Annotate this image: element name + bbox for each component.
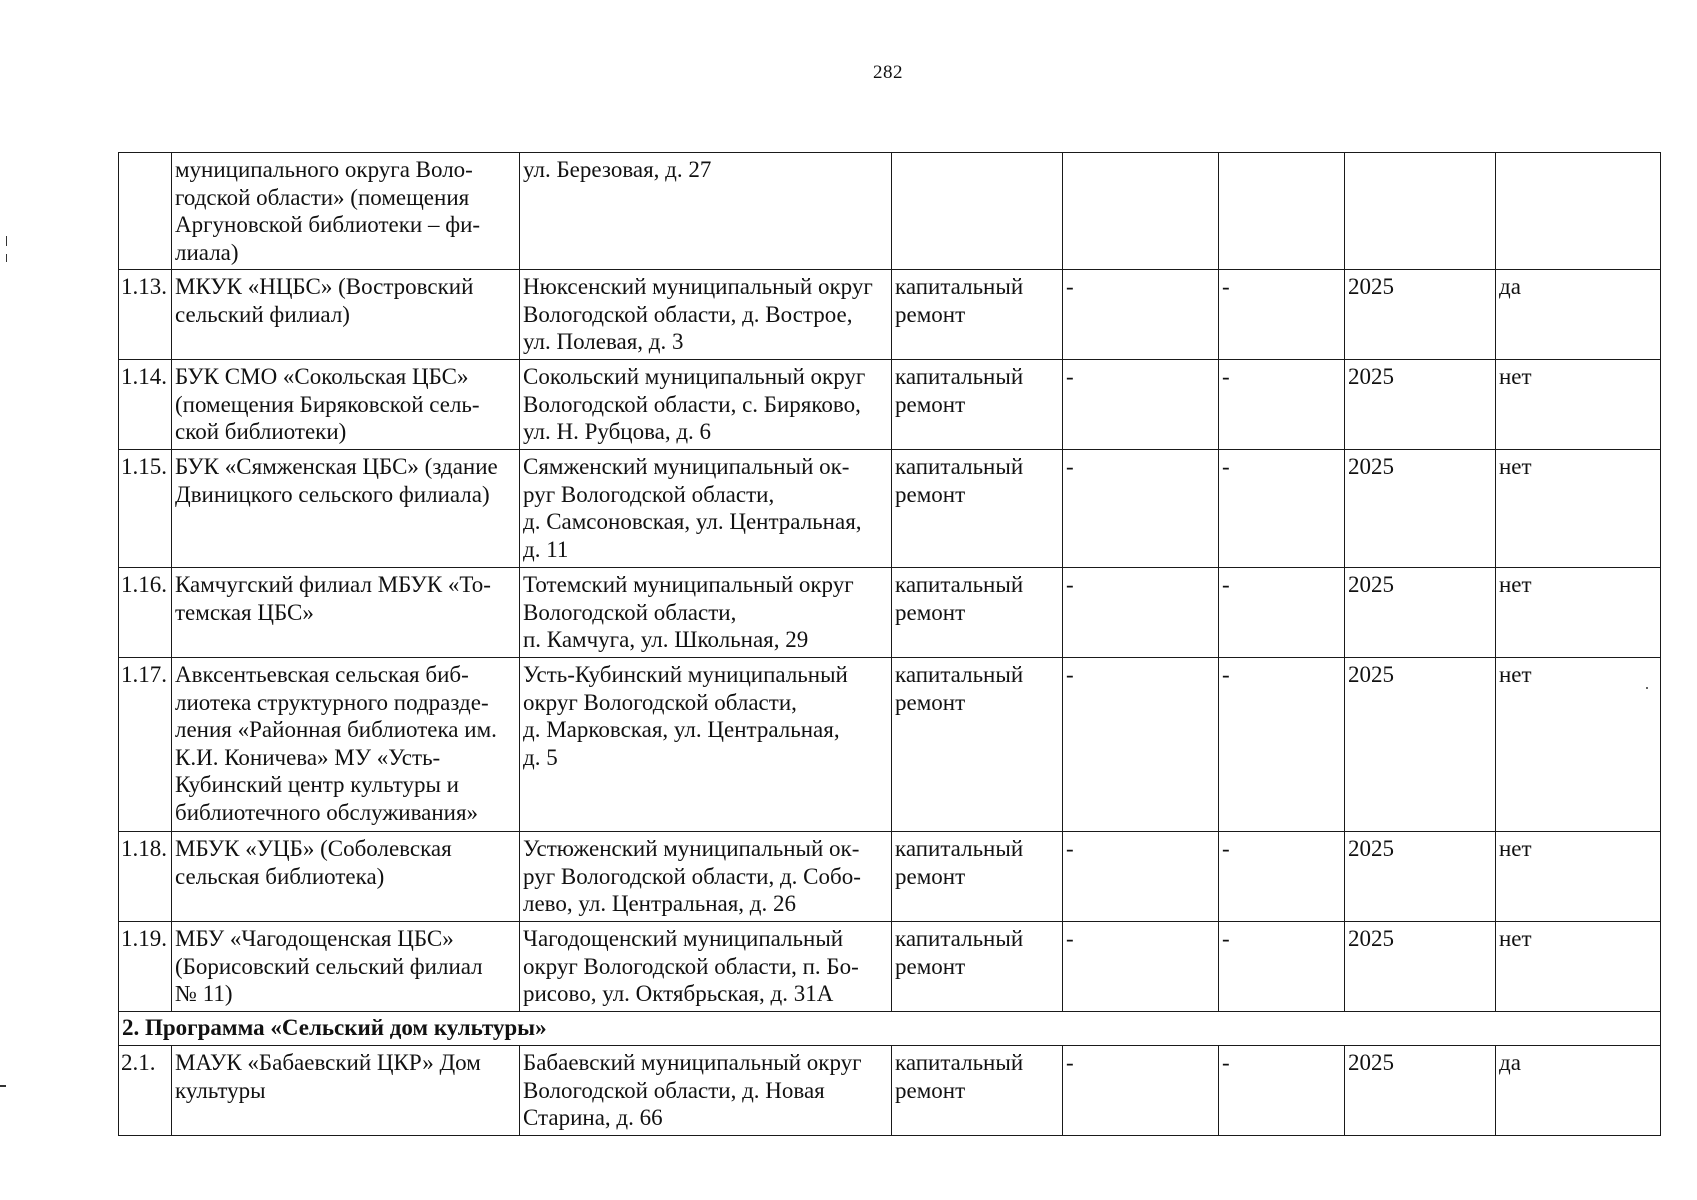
institution-address-line: Сокольский муниципальный округ [523, 364, 866, 389]
column-6-value: - [1219, 1046, 1345, 1136]
institution-name-line: Кубинский центр культуры и [175, 772, 459, 797]
work-type-line: капитальный [895, 662, 1024, 687]
institution-name-line: (Борисовский сельский филиал [175, 953, 483, 979]
column-5-value [1063, 153, 1219, 270]
institution-address-line: округ Вологодской области, [523, 689, 797, 715]
column-5-value: - [1063, 450, 1219, 568]
work-type [892, 270, 1063, 360]
row-number: 1.14. [119, 360, 172, 450]
institution-name-line: библиотечного обслуживания» [175, 799, 479, 825]
institution-address-line: Тотемский муниципальный округ [523, 572, 854, 597]
table-row [119, 658, 1661, 832]
table-row [119, 360, 1661, 450]
table-row [119, 450, 1661, 568]
year-value: 2025 [1345, 922, 1496, 1012]
institution-name-line: № 11) [175, 981, 233, 1006]
institution-address-line: округ Вологодской области, п. Бо- [523, 953, 859, 979]
work-type-line: ремонт [895, 391, 966, 417]
row-number: 2.1. [119, 1046, 172, 1136]
work-type-line: ремонт [895, 301, 966, 327]
column-5-value: - [1063, 658, 1219, 832]
column-6-value: - [1219, 922, 1345, 1012]
column-5-value: - [1063, 832, 1219, 922]
institution-name-line: сельская библиотека) [175, 863, 385, 889]
institution-address-line: Вологодской области, с. Биряково, [523, 391, 861, 417]
institution-address-line: Чагодощенский муниципальный [523, 926, 844, 951]
row-number: 1.16. [119, 568, 172, 658]
work-type-line: капитальный [895, 572, 1024, 597]
row-number: 1.13. [119, 270, 172, 360]
institution-name [172, 270, 520, 360]
work-type-line: капитальный [895, 274, 1024, 299]
institution-name [172, 568, 520, 658]
institution-name-line: БУК «Сямженская ЦБС» (здание [175, 454, 498, 479]
institution-name-line: ской библиотеки) [175, 419, 347, 444]
institution-name-line: Камчугский филиал МБУК «То- [175, 572, 491, 597]
work-type [892, 1046, 1063, 1136]
work-type [892, 153, 1063, 270]
work-type-line: ремонт [895, 689, 966, 715]
institution-address-line: Вологодской области, д. Новая [523, 1077, 825, 1103]
work-type-line: ремонт [895, 599, 966, 625]
institution-address-line: д. 5 [523, 744, 558, 770]
institution-address-line: Вологодской области, д. Вострое, [523, 301, 853, 327]
institution-address [520, 832, 892, 922]
institution-address [520, 1046, 892, 1136]
institution-name [172, 360, 520, 450]
institution-address [520, 658, 892, 832]
work-type-line: капитальный [895, 1050, 1024, 1075]
column-5-value: - [1063, 270, 1219, 360]
institution-address-line: Сямженский муниципальный ок- [523, 454, 850, 479]
institution-address-line: д. 11 [523, 536, 569, 562]
institution-name-line: МБУК «УЦБ» (Соболевская [175, 836, 452, 861]
institution-address-line: рисово, ул. Октябрьская, д. 31А [523, 981, 834, 1006]
institution-name [172, 658, 520, 832]
column-6-value: - [1219, 832, 1345, 922]
column-6-value: - [1219, 658, 1345, 832]
column-6-value: - [1219, 450, 1345, 568]
institution-name-line: годской области» (помещения [175, 184, 470, 210]
work-type [892, 450, 1063, 568]
institution-name-line: Двиницкого сельского филиала) [175, 481, 490, 507]
institution-name-line: Авксентьевская сельская биб- [175, 662, 469, 687]
institution-address-line: ул. Н. Рубцова, д. 6 [523, 419, 712, 444]
institution-address-line: руг Вологодской области, д. Собо- [523, 863, 861, 889]
work-type-line: капитальный [895, 454, 1024, 479]
flag-value: нет [1496, 450, 1661, 568]
year-value: 2025 [1345, 450, 1496, 568]
institution-address [520, 360, 892, 450]
institution-address-line: руг Вологодской области, [523, 481, 775, 507]
institution-name-line: сельский филиал) [175, 301, 350, 327]
institution-address [520, 153, 892, 270]
work-type-line: ремонт [895, 1077, 966, 1103]
institution-name-line: муниципального округа Воло- [175, 157, 473, 182]
institution-name [172, 1046, 520, 1136]
institution-name-line: лиотека структурного подразде- [175, 689, 489, 715]
institution-name [172, 450, 520, 568]
table-row [119, 153, 1661, 270]
institution-name [172, 922, 520, 1012]
institution-address-line: п. Камчуга, ул. Школьная, 29 [523, 627, 809, 652]
flag-value: нет [1496, 568, 1661, 658]
column-6-value [1219, 153, 1345, 270]
institution-address [520, 568, 892, 658]
institution-name-line: МАУК «Бабаевский ЦКР» Дом [175, 1050, 481, 1075]
flag-value: нет [1496, 360, 1661, 450]
year-value: 2025 [1345, 832, 1496, 922]
row-number: 1.17. [119, 658, 172, 832]
year-value: 2025 [1345, 658, 1496, 832]
column-6-value: - [1219, 568, 1345, 658]
work-type-line: ремонт [895, 863, 966, 889]
column-6-value: - [1219, 360, 1345, 450]
table-row [119, 922, 1661, 1012]
table-body [119, 153, 1661, 1136]
institution-address [520, 922, 892, 1012]
flag-value: нет [1496, 832, 1661, 922]
document-table [118, 152, 1661, 1136]
section-title: 2. Программа «Сельский дом культуры» [119, 1012, 1661, 1046]
institution-name-line: культуры [175, 1077, 266, 1103]
table-row [119, 1046, 1661, 1136]
institution-address-line: ул. Березовая, д. 27 [523, 157, 712, 182]
institution-name-line: МБУ «Чагодощенская ЦБС» [175, 926, 454, 951]
institution-address-line: Нюксенский муниципальный округ [523, 274, 873, 299]
work-type-line: капитальный [895, 926, 1024, 951]
institution-address-line: Старина, д. 66 [523, 1105, 663, 1130]
flag-value: да [1496, 270, 1661, 360]
institution-name [172, 153, 520, 270]
year-value: 2025 [1345, 360, 1496, 450]
table-row [119, 270, 1661, 360]
institution-name-line: МКУК «НЦБС» (Востровский [175, 274, 474, 299]
flag-value: да [1496, 1046, 1661, 1136]
table-row [119, 832, 1661, 922]
institution-name-line: ления «Районная библиотека им. [175, 717, 497, 742]
margin-mark-mid [6, 254, 7, 262]
institution-address-line: ул. Полевая, д. 3 [523, 329, 684, 354]
institution-address [520, 270, 892, 360]
institution-address-line: лево, ул. Центральная, д. 26 [523, 891, 796, 916]
flag-value [1496, 153, 1661, 270]
work-type [892, 568, 1063, 658]
column-5-value: - [1063, 360, 1219, 450]
row-number [119, 153, 172, 270]
institution-name-line: Аргуновской библиотеки – фи- [175, 212, 481, 237]
row-number: 1.15. [119, 450, 172, 568]
year-value: 2025 [1345, 568, 1496, 658]
page-number: 282 [873, 62, 903, 83]
work-type [892, 832, 1063, 922]
institution-name-line: лиала) [175, 239, 239, 265]
institution-address [520, 450, 892, 568]
work-type [892, 658, 1063, 832]
flag-value: нет [1496, 922, 1661, 1012]
institution-name-line: БУК СМО «Сокольская ЦБС» [175, 364, 469, 389]
institution-address-line: Бабаевский муниципальный округ [523, 1050, 862, 1075]
institution-name-line: темская ЦБС» [175, 599, 314, 625]
institution-name [172, 832, 520, 922]
flag-value: нет [1496, 658, 1661, 832]
table-row [119, 568, 1661, 658]
work-type [892, 360, 1063, 450]
institution-name-line: (помещения Биряковской сель- [175, 391, 480, 417]
year-value [1345, 153, 1496, 270]
margin-mark-left [0, 1085, 6, 1087]
institution-address-line: Устюженский муниципальный ок- [523, 836, 860, 861]
margin-mark-top [6, 236, 7, 246]
column-6-value: - [1219, 270, 1345, 360]
row-number: 1.19. [119, 922, 172, 1012]
institution-address-line: д. Самсоновская, ул. Центральная, [523, 509, 862, 534]
column-5-value: - [1063, 568, 1219, 658]
institution-address-line: Вологодской области, [523, 599, 737, 625]
work-type-line: капитальный [895, 364, 1024, 389]
work-type-line: ремонт [895, 953, 966, 979]
work-type-line: ремонт [895, 481, 966, 507]
institution-address-line: д. Марковская, ул. Центральная, [523, 717, 840, 742]
work-type [892, 922, 1063, 1012]
section-row [119, 1012, 1661, 1046]
year-value: 2025 [1345, 1046, 1496, 1136]
institution-address-line: Усть-Кубинский муниципальный [523, 662, 848, 687]
column-5-value: - [1063, 922, 1219, 1012]
row-number: 1.18. [119, 832, 172, 922]
column-5-value: - [1063, 1046, 1219, 1136]
work-type-line: капитальный [895, 836, 1024, 861]
institution-name-line: К.И. Коничева» МУ «Усть- [175, 744, 441, 770]
year-value: 2025 [1345, 270, 1496, 360]
